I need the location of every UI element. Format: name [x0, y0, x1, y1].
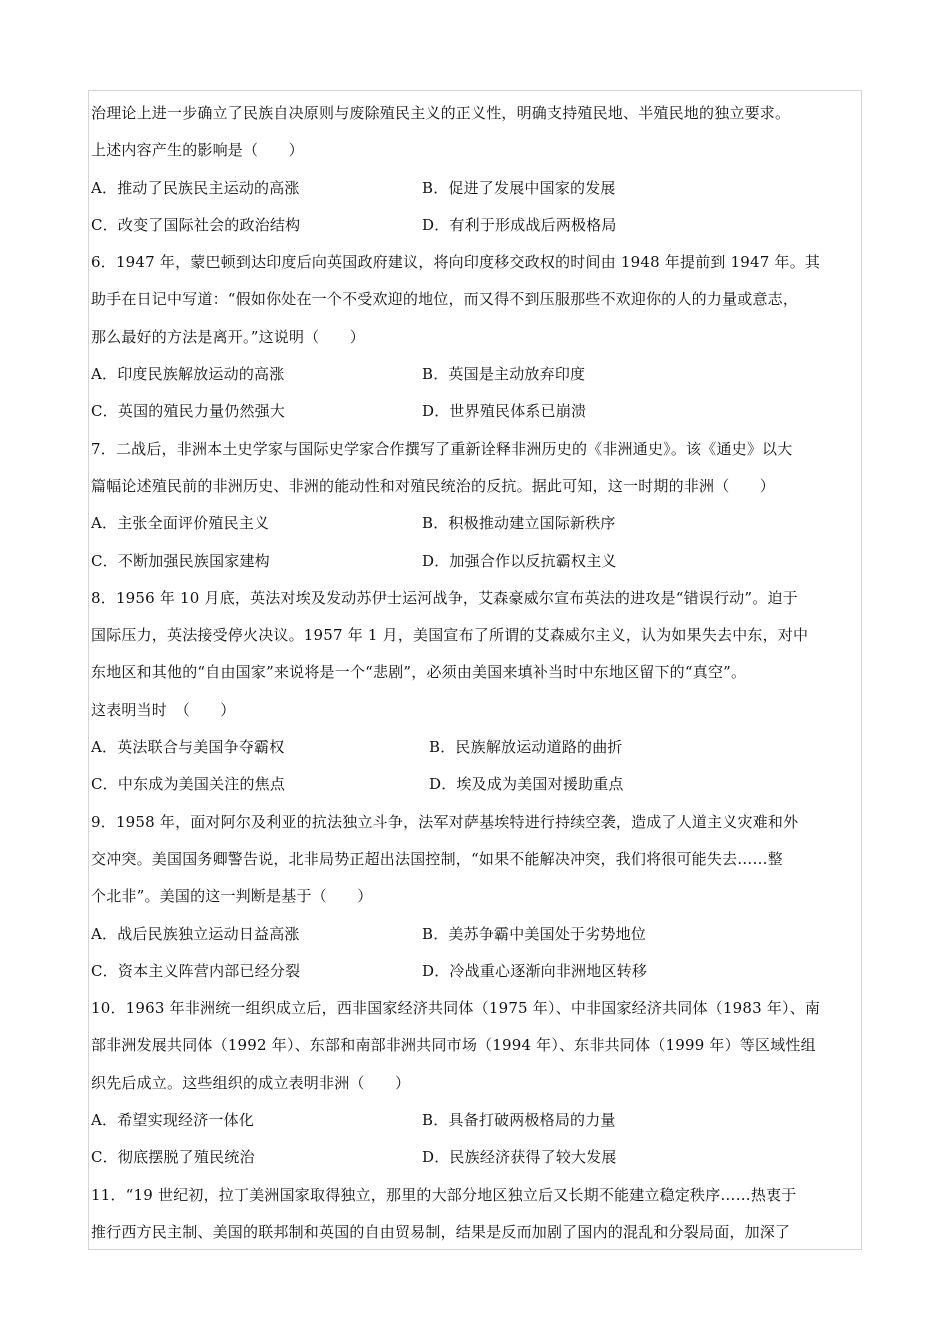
question-7-option-d[interactable]: D．加强合作以反抗霸权主义 [422, 551, 617, 570]
question-10-stem-line: 10．1963 年非洲统一组织成立后，西非国家经济共同体（1975 年）、中非国家经济共同体（1983 年）、南 [91, 999, 821, 1018]
question-7-options-row [91, 505, 861, 542]
question-11-stem-line: 推行西方民主制、美国的联邦制和英国的自由贸易制，结果是反而加剧了国内的混乱和分裂局面，加深了 [91, 1222, 791, 1241]
question-6-options-row [91, 393, 861, 430]
question-5-options-row [91, 207, 861, 244]
question-6-option-d[interactable]: D．世界殖民体系已崩溃 [422, 402, 587, 421]
question-10 [91, 990, 861, 1176]
question-8-option-c[interactable]: C．中东成为美国关注的焦点 [91, 775, 286, 794]
question-5-option-b[interactable]: B．促进了发展中国家的发展 [422, 178, 616, 197]
question-9-option-a[interactable]: A．战后民族独立运动日益高涨 [91, 924, 300, 943]
question-10-options-row [91, 1139, 861, 1176]
question-10-option-c[interactable]: C．彻底摆脱了殖民统治 [91, 1148, 255, 1167]
question-6-option-c[interactable]: C．英国的殖民力量仍然强大 [91, 402, 286, 421]
question-6 [91, 244, 861, 430]
question-6-options-row [91, 356, 861, 393]
question-6-option-b[interactable]: B．英国是主动放弃印度 [422, 365, 586, 384]
question-10-stem-line: 部非洲发展共同体（1992 年）、东部和南部非洲共同市场（1994 年）、东非共同体（1999 年）等区域性组 [91, 1036, 816, 1055]
question-11 [91, 1177, 861, 1252]
question-8-stem-line: 东地区和其他的“自由国家”来说将是一个“悲剧”，必须由美国来填补当时中东地区留下的“真空”。 [91, 663, 747, 682]
question-8-options-row [91, 729, 861, 766]
question-8-option-a[interactable]: A．英法联合与美国争夺霸权 [91, 738, 285, 757]
question-7-stem-line: 篇幅论述殖民前的非洲历史、非洲的能动性和对殖民统治的反抗。据此可知，这一时期的非洲（ ） [91, 476, 776, 495]
question-10-option-a[interactable]: A．希望实现经济一体化 [91, 1111, 255, 1130]
question-5-option-d[interactable]: D．有利于形成战后两极格局 [422, 215, 617, 234]
question-6-option-a[interactable]: A．印度民族解放运动的高涨 [91, 365, 285, 384]
question-10-options-row [91, 1102, 861, 1139]
question-5-option-a[interactable]: A．推动了民族民主运动的高涨 [91, 178, 300, 197]
question-9-options-row [91, 953, 861, 990]
question-5-option-c[interactable]: C．改变了国际社会的政治结构 [91, 215, 301, 234]
question-7-option-b[interactable]: B．积极推动建立国际新秩序 [422, 514, 616, 533]
question-10-option-d[interactable]: D．民族经济获得了较大发展 [422, 1148, 617, 1167]
question-7-options-row [91, 543, 861, 580]
question-9 [91, 804, 861, 990]
question-7-option-c[interactable]: C．不断加强民族国家建构 [91, 551, 270, 570]
exam-page [88, 90, 862, 1250]
question-5-options-row [91, 170, 861, 207]
question-10-stem-line: 织先后成立。这些组织的成立表明非洲（ ） [91, 1073, 411, 1092]
question-5-prompt: 上述内容产生的影响是（ ） [91, 141, 304, 160]
question-6-stem-line: 6．1947 年，蒙巴顿到达印度后向英国政府建议，将向印度移交政权的时间由 1948 年提前到 1947 年。其 [91, 253, 821, 272]
question-6-stem-line: 助手在日记中写道：“假如你处在一个不受欢迎的地位，而又得不到压服那些不欢迎你的人的力量或意志， [91, 290, 799, 309]
question-8-option-d[interactable]: D．埃及成为美国对援助重点 [429, 775, 624, 794]
question-9-option-b[interactable]: B．美苏争霸中美国处于劣势地位 [422, 924, 647, 943]
question-11-stem-line: 11．“19 世纪初，拉丁美洲国家取得独立，那里的大部分地区独立后又长期不能建立稳定秩序……热衷于 [91, 1185, 797, 1204]
question-9-options-row [91, 916, 861, 953]
question-8-option-b[interactable]: B．民族解放运动道路的曲折 [429, 738, 623, 757]
question-9-option-d[interactable]: D．冷战重心逐渐向非洲地区转移 [422, 961, 648, 980]
question-8-stem-line: 这表明当时 （ ） [91, 700, 236, 719]
question-6-stem-line: 那么最好的方法是离开。”这说明（ ） [91, 327, 365, 346]
question-9-stem-line: 交冲突。美国国务卿警告说，北非局势正超出法国控制，“如果不能解决冲突，我们将很可能失去……整 [91, 849, 783, 868]
question-8-options-row [91, 766, 861, 803]
question-5-stem-line: 治理论上进一步确立了民族自决原则与废除殖民主义的正义性，明确支持殖民地、半殖民地的独立要求。 [91, 104, 791, 122]
question-5-continued [91, 95, 861, 244]
question-7 [91, 431, 861, 580]
question-9-stem-line: 个北非”。美国的这一判断是基于（ ） [91, 887, 373, 906]
question-7-stem-line: 7．二战后，非洲本土史学家与国际史学家合作撰写了重新诠释非洲历史的《非洲通史》。该《通史》以大 [91, 439, 793, 458]
question-8-stem-line: 国际压力，英法接受停火决议。1957 年 1 月，美国宣布了所谓的艾森威尔主义，认为如果失去中东，对中 [91, 626, 809, 645]
question-8-stem-line: 8．1956 年 10 月底，英法对埃及发动苏伊士运河战争，艾森豪威尔宣布英法的进攻是“错误行动”。迫于 [91, 588, 798, 607]
question-9-stem-line: 9．1958 年，面对阿尔及利亚的抗法独立斗争，法军对萨基埃特进行持续空袭，造成了人道主义灾难和外 [91, 812, 799, 831]
question-7-option-a[interactable]: A．主张全面评价殖民主义 [91, 514, 270, 533]
question-9-option-c[interactable]: C．资本主义阵营内部已经分裂 [91, 961, 301, 980]
question-10-option-b[interactable]: B．具备打破两极格局的力量 [422, 1111, 616, 1130]
question-8 [91, 580, 861, 804]
